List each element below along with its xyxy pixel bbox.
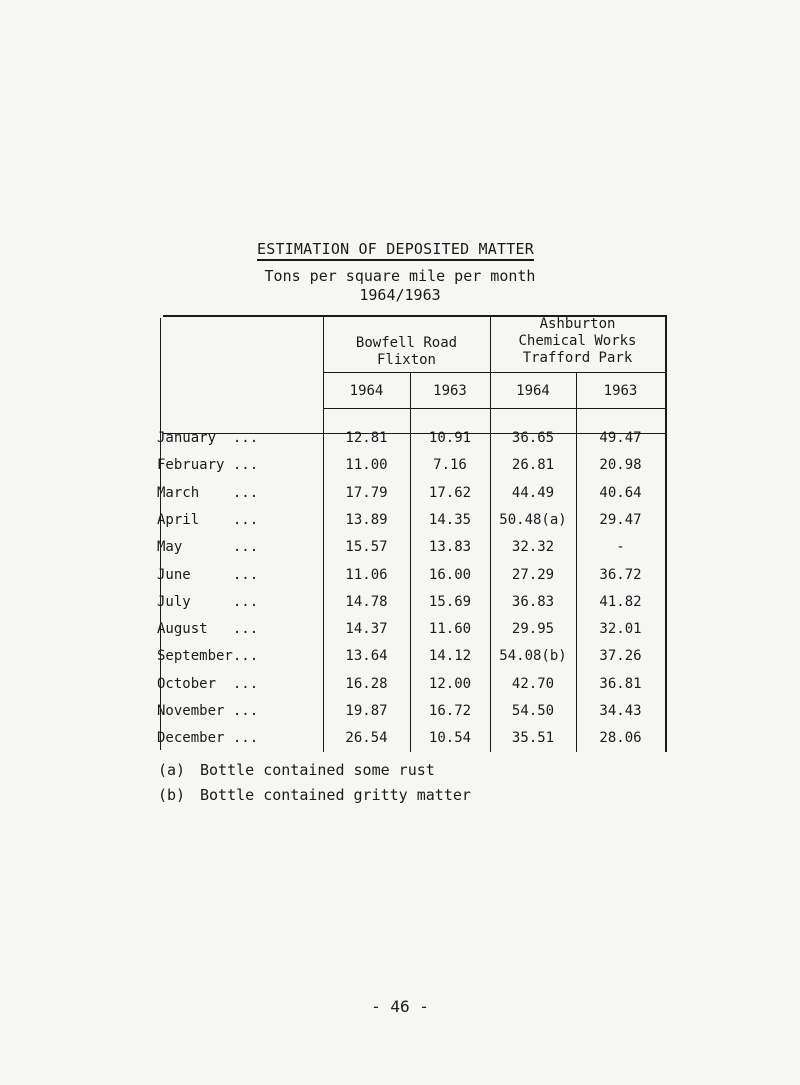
year-label-ashburton-1964: 1964: [516, 383, 550, 399]
year-row-rule-ashburton: [490, 408, 665, 409]
table-cell: 16.72: [428, 703, 472, 719]
footnote-text: Bottle contained some rust: [200, 761, 435, 779]
table-cell: 16.28: [345, 675, 388, 692]
table-cell: 37.26: [599, 648, 642, 665]
table-cell: 7.16: [433, 457, 467, 474]
table-cell: 36.65: [511, 430, 555, 446]
document-subtitle-years: 1964/1963: [359, 286, 441, 304]
table-cell: 17.79: [345, 484, 388, 501]
header-line: Flixton: [376, 352, 436, 368]
month-label: August ...: [157, 621, 259, 638]
month-label: March ...: [157, 484, 259, 501]
document-subtitle-units: Tons per square mile per month: [264, 267, 536, 285]
table-cell: 36.72: [599, 566, 642, 583]
table-cell: 14.35: [428, 511, 472, 528]
table-cell: 12.00: [428, 675, 472, 692]
table-row: [157, 730, 665, 762]
table-cell: 32.32: [511, 539, 555, 556]
month-label: July ...: [157, 593, 259, 610]
table-cell: 40.64: [599, 484, 642, 501]
footnote-a: [158, 761, 435, 779]
table-cell: 19.87: [345, 703, 388, 719]
table-cell: 34.43: [599, 703, 642, 719]
table-cell: 42.70: [511, 675, 555, 692]
month-label: October ...: [157, 675, 259, 692]
table-cell: 49.47: [599, 430, 642, 446]
table-cell: 20.98: [599, 457, 642, 474]
table-cell: 12.81: [345, 430, 388, 446]
table-cell: 36.83: [511, 593, 555, 610]
table-cell: 14.37: [345, 621, 388, 638]
month-label: February ...: [157, 457, 259, 474]
month-label: May ...: [157, 539, 259, 556]
table-cell: 26.54: [345, 730, 388, 747]
table-cell: 14.78: [345, 593, 388, 610]
table-cell: 50.48(a): [499, 511, 567, 528]
table-cell: 11.60: [428, 621, 472, 638]
table-cell: 11.00: [345, 457, 388, 474]
table-cell: 11.06: [345, 566, 388, 583]
table-cell: 54.50: [511, 703, 555, 719]
year-header-rule-ashburton: [490, 372, 665, 373]
header-line: Chemical Works: [518, 333, 637, 349]
table-cell: 54.08(b): [499, 648, 567, 665]
month-label: December ...: [157, 730, 259, 747]
table-bottom-rule: [163, 433, 665, 434]
table-cell: 10.54: [428, 730, 472, 747]
table-cell: -: [616, 539, 625, 556]
page-number: - 46 -: [371, 997, 429, 1016]
table-cell: 44.49: [511, 484, 555, 501]
table-cell: 10.91: [428, 430, 472, 446]
header-line: Ashburton: [539, 316, 616, 332]
column-header-bowfell-road: [323, 335, 490, 369]
header-line: Bowfell Road: [355, 335, 458, 351]
year-header-rule-bowfell: [323, 372, 490, 373]
table-cell: 16.00: [428, 566, 472, 583]
month-label: September...: [157, 648, 259, 665]
data-table: [157, 315, 667, 752]
header-line: Trafford Park: [522, 350, 633, 366]
document-title: ESTIMATION OF DEPOSITED MATTER: [257, 240, 534, 261]
year-row-rule-bowfell: [323, 408, 490, 409]
table-cell: 36.81: [599, 675, 642, 692]
table-cell: 15.69: [428, 593, 472, 610]
year-label-bowfell-1964: 1964: [349, 383, 384, 399]
month-label: June ...: [157, 566, 259, 583]
table-cell: 13.83: [428, 539, 472, 556]
table-cell: 13.64: [345, 648, 388, 665]
table-cell: 27.29: [511, 566, 555, 583]
table-cell: 29.47: [599, 511, 642, 528]
table-cell: 29.95: [511, 621, 555, 638]
footnote-text: Bottle contained gritty matter: [200, 786, 471, 804]
table-cell: 32.01: [599, 621, 642, 638]
year-label-ashburton-1963: 1963: [603, 383, 638, 399]
column-header-ashburton: [490, 316, 665, 367]
table-cell: 17.62: [428, 484, 472, 501]
month-label: April ...: [157, 511, 259, 528]
table-cell: 14.12: [428, 648, 472, 665]
footnote-key: (b): [158, 786, 186, 804]
footnote-b: [158, 786, 471, 804]
table-cell: 26.81: [511, 457, 555, 474]
table-cell: 41.82: [599, 593, 642, 610]
month-label: November ...: [157, 703, 259, 719]
table-cell: 28.06: [599, 730, 642, 747]
table-cell: 13.89: [345, 511, 388, 528]
month-label: January ...: [157, 430, 259, 446]
year-label-bowfell-1963: 1963: [433, 383, 467, 399]
table-cell: 15.57: [345, 539, 388, 556]
footnote-key: (a): [158, 761, 186, 779]
table-cell: 35.51: [511, 730, 555, 747]
